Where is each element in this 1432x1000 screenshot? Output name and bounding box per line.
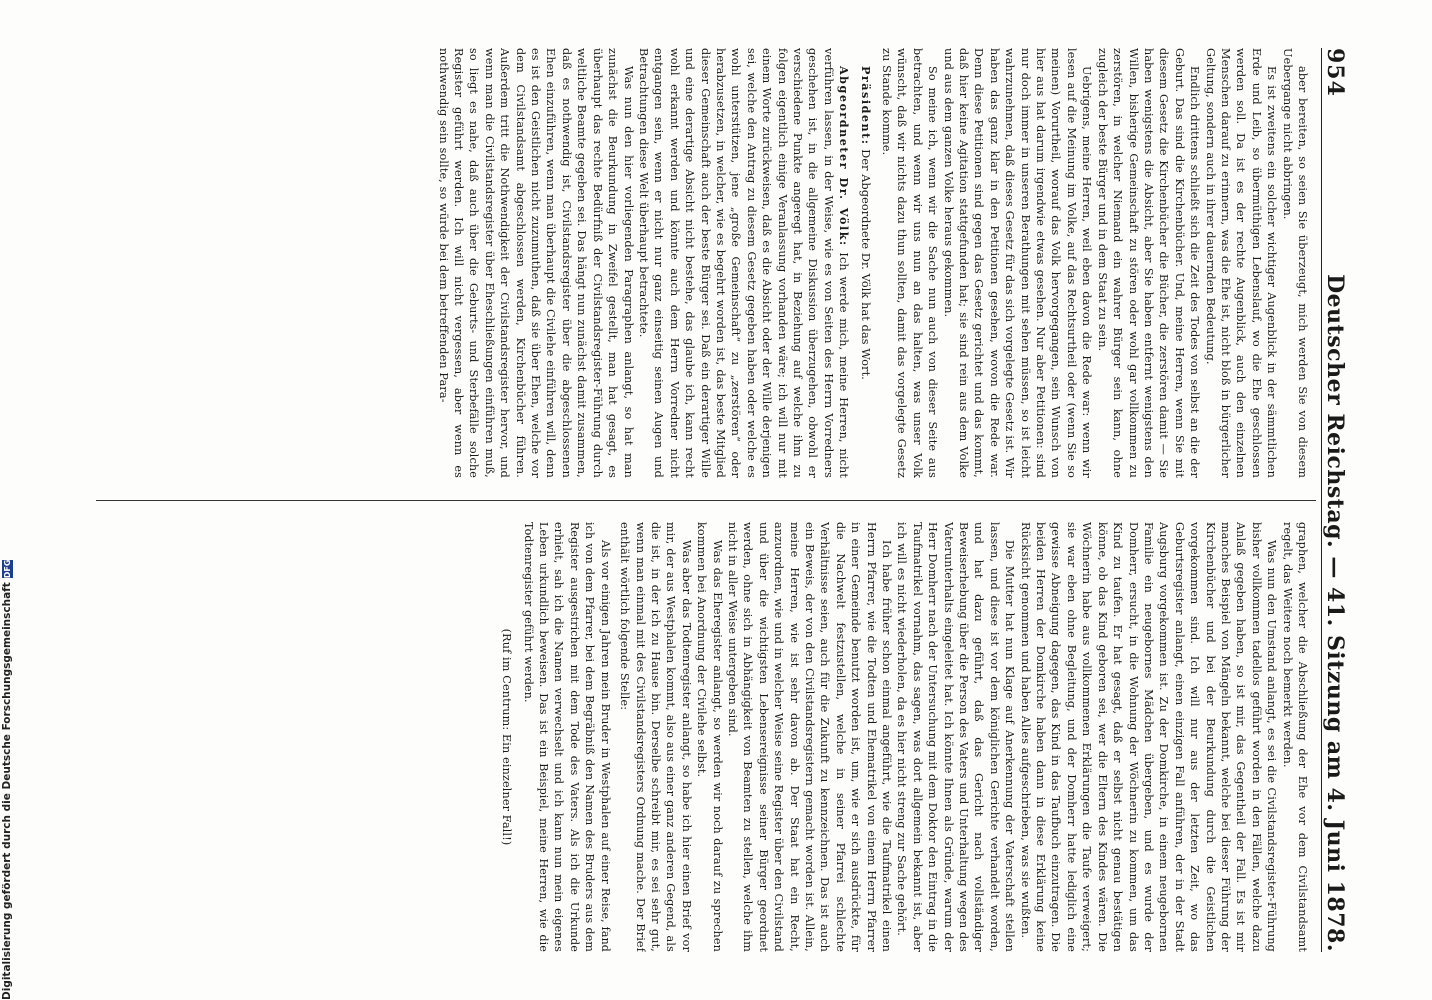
paragraph: Was aber das Todtenregister anlangt, so habe ich hier einen Brief vor mir, der aus Westphalen kommt, also aus einer ganz anderen Gegend, als die ist, in der ich zu Hause bin. Derselbe schreibt mir, es sei sehr gut, wenn man einmal mit des Civilstandsregisters Ordnung mache. Der Brief enthält wörtlich folgende Stelle:	[618, 522, 693, 952]
right-column	[86, 522, 1310, 952]
left-column	[86, 48, 1310, 478]
paragraph: So meine ich, wenn wir die Sache nun auch von dieser Seite aus betrachten, und wenn wir uns nun an das halten, was unser Volk wünscht, daß wir nichts dazu thun sollten, damit das vorgelegte Gesetz zu Stande komme.	[880, 48, 940, 478]
paragraph: Uebrigens, meine Herren, weil eben davon die Rede war: wenn wir lesen auf die Meinung im Volke, auf das Rechtsurtheil oder (wenn Sie so meinen) Vorurtheil, worauf das Volk hervorgegangen, sein Wunsch von hier aus hat darum irgendwie etwas gesehen. Nur aber Petitionen: sind nur doch immer in unseren Berathungen mit sehen müssen, so ist leicht wahrzunehmen, daß dieses Gesetz für das sich vorgelegte Gesetz ist. Wir haben das ganz klar in den Petitionen gesehen, wovon die Rede war. Denn diese Petitionen sind gegen das Gesetz gerichtet und das kommt, daß hier keine Agitation stattgefunden hat; sie sind rein aus dem Volke und aus dem ganzen Volke heraus gekommen.	[941, 48, 1094, 478]
interjection: (Ruf im Centrum: Ein einzelner Fall!)	[500, 628, 514, 846]
president-line: Der Abgeordnete Dr. Völk hat das Wort.	[858, 149, 872, 380]
digitization-credit	[0, 559, 14, 1000]
dfg-logo-icon: DFG	[2, 559, 12, 579]
page-number: 954	[1322, 48, 1348, 97]
paragraph: Ich habe früher schon einmal angeführt, wie die Taufmatrikel einen Herrn Pfarrer, wie die Todten und Ehematrikel von einem Herrn Pfarrer in einer Gemeinde benutzt worden ist, um, wie er sich ausdrückte, für die Nachwelt festzustellen, welche in seiner Pfarrei schlechte Verhältnisse seien, auch für die Zukunft zu kennzeichnen. Das ist auch ein Beweis, der von den Civilstandsregistern gemacht worden ist. Allein, meine Herren, wie ist sehr davon ab. Der Staat hat ein Recht, anzuordnen, wie und in welcher Weise seine Register über den Civilstand und über die wichtigsten Lebensereignisse seiner Bürger geordnet werden, ohne sich in Abhängigkeit von Beamten zu stellen, welche ihm nicht in aller Weise untergeben sind.	[725, 522, 894, 952]
reichstag-protocol-sheet	[66, 30, 1366, 970]
paragraph: Was das Eheregister anlangt, so werden wir noch darauf zu sprechen kommen bei Anordnung der Civilehe selbst.	[695, 522, 724, 952]
paragraph: aber bereiten, so seien Sie überzeugt, mich werden Sie von diesem Uebergange nicht abbringen.	[1280, 48, 1309, 478]
paragraph: Was nun den hier vorliegenden Paragraphen anlangt, so hat man zunächst die Beurkundung in Zweifel gestellt, man hat gesagt, es überhaupt das rechte Bedürfniß der Civilstandsregister-Führung durch weltliche Beamte gegeben sei. Das hängt nun zunächst damit zusammen, daß es nothwendig ist, Civilstandsregister über die abgeschlossenen Ehen einzuführen, wenn man überhaupt die Civilehe einführen will, denn es ist den Geistlichen nicht zuzumuthen, daß sie über Ehen, welche vor dem Civilstandsamt abgeschlossen werden, Kirchenbücher führen. Außerdem tritt die Nothwendigkeit der Civilstandsregister hervor, und wenn man die Civilstandsregister über Eheschließungen einführen muß, so liegt es nahe, daß auch über die Geburts- und Sterbefälle solche Register geführt werden. Ich will nicht vergessen, aber wenn es nothwendig sein sollte, so würde bei dem betreffenden Para-	[436, 48, 635, 478]
paragraph: Die Mutter hat nun Klage auf Anerkennung der Vaterschaft stellen lassen, und diese ist vor dem königlichen Gerichte verhandelt worden, und hat dazu geführt, daß das Gericht nach vollständiger Beweiserhebung über die Person des Vaters und Unterhaltung wegen des Vaterunterhalts eingeleitet hat. Ich könnte Ihnen als Gründe, warum der Herr Domherr nach der Untersuchung mit dem Doktor den Eintrag in die Taufmatrikel vornahm, das sagen, was dort allgemein bekannt ist, aber ich will es nicht wiederholen, da es hier nicht streng zur Sache gehört.	[895, 522, 1017, 952]
running-title: Deutscher Reichstag. — 41. Sitzung am 4. Juni 1878.	[1322, 274, 1348, 952]
paragraph: Endlich drittens schließt sich die Zeit des Todes von selbst an die der Geburt. Das sind die Kirchenbücher. Und, meine Herren, wenn Sie mit diesem Gesetz die Kirchenbücher die Bücher, die zerstören damit — Sie haben wenigstens die Absicht, aber Sie haben entfernt wenigstens den Willen, bisherige Gemeinschaft zu stören oder wohl gar vollkommen zu zerstören, in welcher Niemand ein wahrer Bürger sein kann, ohne zugleich der beste Bürger und in dem Staat zu sein.	[1095, 48, 1202, 478]
credit-text: Digitalisierung gefördert durch die Deutsche Forschungsgemeinschaft	[1, 582, 13, 1000]
paragraph: Es ist zweitens ein solcher wichtiger Augenblick in der sämmtlichen Erde und Leib, so übermüthigen Lebenslauf, wo die Ehe geschlossen werden soll. Da ist es der rechte Augenblick, auch den einzelnen Menschen darauf zu erinnern, was die Ehe ist, nicht bloß in bürgerlicher Geltung, sondern auch in ihrer dauernden Bedeutung.	[1203, 48, 1279, 478]
paragraph: graphen, welcher die Abschließung der Ehe vor dem Civilstandsamt regelt, das Weitere noch bemerkt werden.	[1280, 522, 1309, 952]
speaker-paragraph	[636, 48, 852, 478]
speaker-label: Abgeordneter Dr. Völk:	[837, 66, 852, 247]
letter-quote: Als vor einigen Jahren mein Bruder in Westphalen auf einer Reise, fand ich von dem Pfarrer, bei dem Begräbniß den Namen des Bruders aus dem Register ausgestrichen mit dem Tode des Vaters. Als ich die Urkunde erhielt, sah ich die Namen verwechselt und ich kann nun mein eigenes Leben urkundlich beweisen. Das ist ein Beispiel, meine Herren, wie die Todtenregister geführt werden.	[521, 522, 612, 952]
president-label: Präsident:	[858, 66, 873, 146]
speaker-text: Ich werde mich, meine Herren, nicht verführen lassen, in der Weise, wie es von Seiten des Herrn Vorredners geschehen ist, in die allgemeine Diskussion überzugehen, obwohl er verschiedene Punkte angeregt hat, in Beziehung auf welche ihm zu folgen eigentlich einige Veranlassung vorhanden wäre; ich will nur mit einem Worte zurückweisen, daß es die Absicht oder der Wille derjenigen sei, welche den Antrag zu diesem Gesetz gegeben haben oder welche es wohl unterstützen, jene „große Gemeinschaft“ zu „zerstören“ oder herabzusetzen, in welcher, wie es begehrt worden ist, das beste Mitglied dieser Gemeinschaft auch der beste Bürger sei. Daß ein derartiger Wille und eine derartige Absicht nicht bestehe, das glaube ich, kann recht wohl erkannt werden und könnte auch dem Herrn Vorredner nicht entgangen sein, wenn er nicht nur ganz einseitig seinen Augen und Betrachtungen diese Welt überhaupt betrachtete.	[636, 48, 851, 478]
president-statement	[857, 48, 872, 478]
paragraph: Was nun den Umstand anlangt, es sei die Civilstandsregister-Führung bisher vollkommen tadellos geführt worden in den Fällen, welche dazu Anlaß gegeben haben, so ist mir, das Gegentheil der Fall. Es ist mir manches Beispiel von Mängeln bekannt, welche bei dieser Führung der Kirchenbücher und bei der Beurkundung durch die Geistlichen vorgekommen sind. Ich will nur aus der letzten Zeit, wo das Geburtsregister anlangt, einen einzigen Fall anführen, der in der Stadt Augsburg vorgekommen ist. Zu der Domkirche, in einem neugebornen Familie ein neugebornes Mädchen übergeben, und es wurde der Domherr, ersucht, in die Wohnung der Wöchnerin zu kommen, um das Kind zu taufen. Er hat gesagt, daß er selbst nicht genau bestätigen könne, ob das Kind geboren sei, wer die Eltern des Kindes wären. Die Wöchnerin habe aus vollkommenen Erklärungen die Taufe verweigert; sie war eben ohne Begleitung, und der Domherr hatte lediglich eine gewisse Abneigung dagegen, das Kind in das Taufbuch einzutragen. Die beiden Herren der Domkirche haben dann in diese Erklärung keine Rücksicht genommen und haben Alles aufgeschrieben, was sie wußten.	[1018, 522, 1279, 952]
page-header	[1321, 48, 1366, 952]
column-divider	[96, 500, 1316, 501]
